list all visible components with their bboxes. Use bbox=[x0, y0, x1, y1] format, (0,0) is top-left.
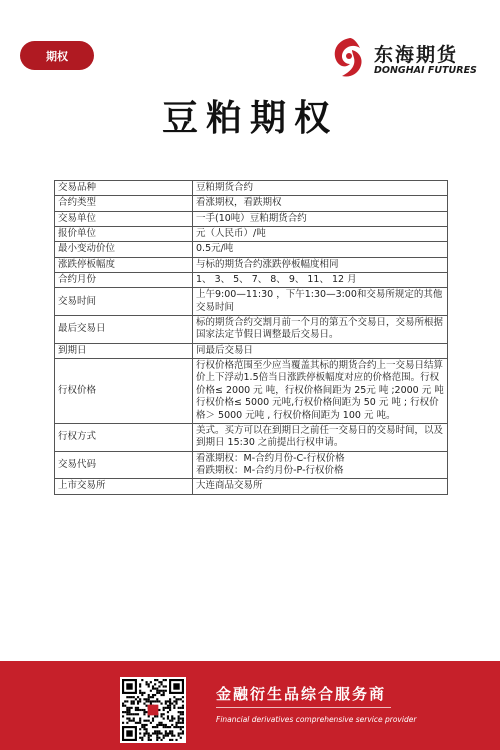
spec-value: 与标的期货合约涨跌停板幅度相同 bbox=[193, 257, 448, 272]
spec-row bbox=[55, 479, 448, 494]
spec-key: 行权价格 bbox=[55, 359, 193, 424]
logo-name-en: DONGHAI FUTURES bbox=[374, 65, 477, 76]
spec-row bbox=[55, 196, 448, 211]
spec-row bbox=[55, 343, 448, 358]
footer-divider bbox=[216, 707, 391, 708]
spec-row bbox=[55, 288, 448, 316]
spec-key: 交易品种 bbox=[55, 181, 193, 196]
spec-value: 行权价格范围至少应当覆盖其标的期货合约上一交易日结算价上下浮动1.5倍当日涨跌停板幅度对应的价格范围。行权价格≤ 2000 元 吨，行权价格间距为 25元 吨 ;2000 元 吨 行权价格≤ 5000 元吨,行权价格间距为 50 元 吨 ; 行权价格＞ 5000 元吨 , 行权价格间距为 100 元 吨。 bbox=[193, 359, 448, 424]
spec-value: 同最后交易日 bbox=[193, 343, 448, 358]
spec-key: 合约月份 bbox=[55, 273, 193, 288]
logo-name-cn: 东海期货 bbox=[374, 44, 459, 66]
footer-slogan-en: Financial derivatives comprehensive service provider bbox=[216, 715, 417, 724]
spec-row bbox=[55, 316, 448, 344]
spec-key: 交易代码 bbox=[55, 451, 193, 479]
spec-key: 最后交易日 bbox=[55, 316, 193, 344]
page-title: 豆粕期权 bbox=[161, 97, 338, 139]
spec-key: 上市交易所 bbox=[55, 479, 193, 494]
category-tag: 期权 bbox=[20, 41, 94, 70]
donghai-logo-icon bbox=[330, 34, 370, 82]
spec-value: 豆粕期货合约 bbox=[193, 181, 448, 196]
spec-value: 元（人民币）/吨 bbox=[193, 227, 448, 242]
spec-value: 看涨期权：M-合约月份-C-行权价格 看跌期权：M-合约月份-P-行权价格 bbox=[193, 451, 448, 479]
spec-row bbox=[55, 181, 448, 196]
spec-row bbox=[55, 451, 448, 479]
company-logo bbox=[330, 34, 482, 82]
footer-slogan-cn: 金融衍生品综合服务商 bbox=[216, 685, 387, 703]
footer-banner bbox=[0, 661, 500, 750]
spec-value: 标的期货合约交割月前一个月的第五个交易日，交易所根据国家法定节假日调整最后交易日。 bbox=[193, 316, 448, 344]
spec-key: 到期日 bbox=[55, 343, 193, 358]
spec-key: 合约类型 bbox=[55, 196, 193, 211]
spec-key: 交易时间 bbox=[55, 288, 193, 316]
spec-row bbox=[55, 359, 448, 424]
spec-row bbox=[55, 227, 448, 242]
spec-value: 上午9:00—11:30 ，下午1:30—3:00和交易所规定的其他交易时间 bbox=[193, 288, 448, 316]
spec-value: 看涨期权，看跌期权 bbox=[193, 196, 448, 211]
spec-row bbox=[55, 242, 448, 257]
spec-key: 涨跌停板幅度 bbox=[55, 257, 193, 272]
spec-value: 1、 3、 5、 7、 8、 9、 11、 12 月 bbox=[193, 273, 448, 288]
spec-value: 大连商品交易所 bbox=[193, 479, 448, 494]
spec-row bbox=[55, 273, 448, 288]
spec-row bbox=[55, 211, 448, 226]
spec-key: 报价单位 bbox=[55, 227, 193, 242]
spec-key: 最小变动价位 bbox=[55, 242, 193, 257]
spec-table bbox=[54, 180, 448, 495]
spec-value: 美式。买方可以在到期日之前任一交易日的交易时间，以及到期日 15:30 之前提出行权申请。 bbox=[193, 423, 448, 451]
qr-code-icon bbox=[120, 677, 186, 743]
spec-value: 0.5元/吨 bbox=[193, 242, 448, 257]
spec-key: 交易单位 bbox=[55, 211, 193, 226]
spec-row bbox=[55, 423, 448, 451]
spec-row bbox=[55, 257, 448, 272]
spec-key: 行权方式 bbox=[55, 423, 193, 451]
spec-value: 一手(10吨）豆粕期货合约 bbox=[193, 211, 448, 226]
